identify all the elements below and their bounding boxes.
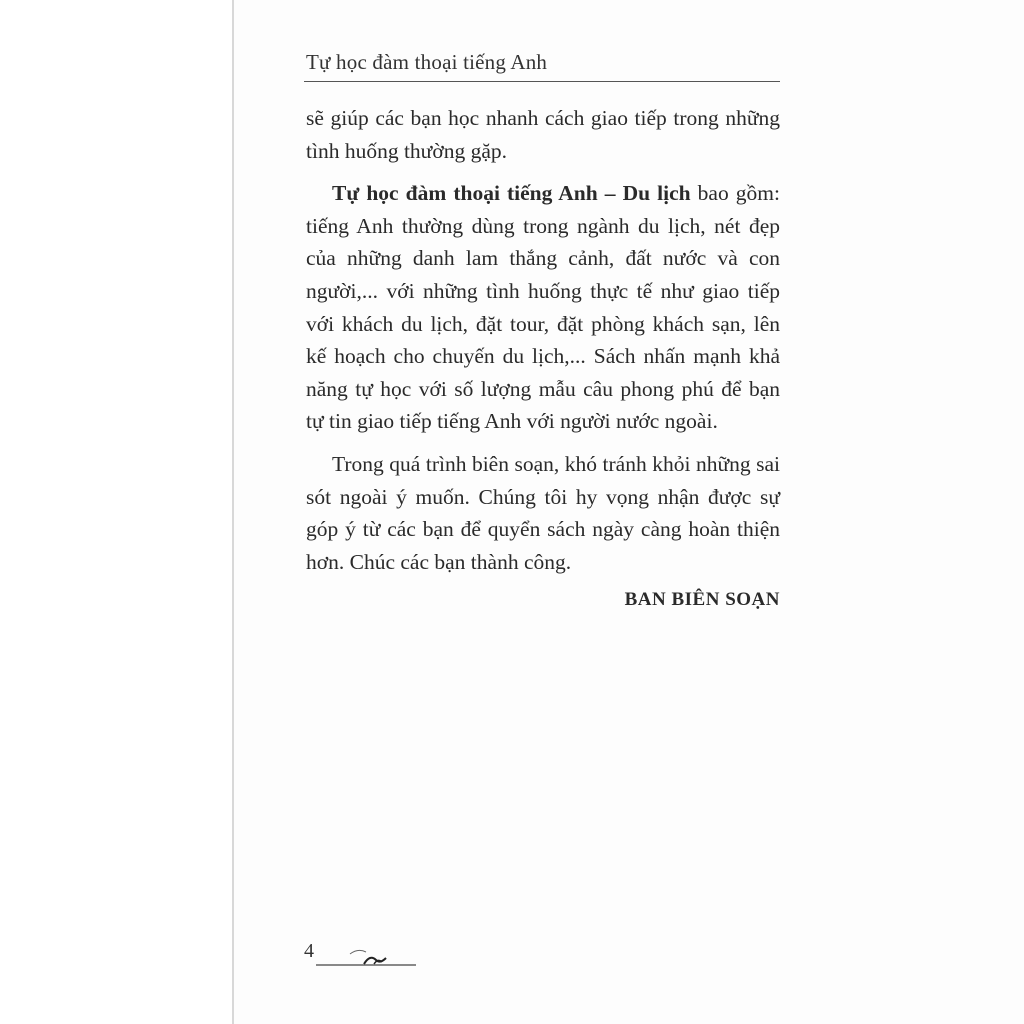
body-text bbox=[306, 102, 780, 617]
paragraph-1: sẽ giúp các bạn học nhanh cách giao tiếp trong những tình huống thường gặp. bbox=[306, 106, 780, 163]
page-number: 4 bbox=[304, 940, 314, 962]
running-head: Tự học đàm thoại tiếng Anh bbox=[306, 50, 548, 74]
signature: BAN BIÊN SOẠN bbox=[624, 589, 780, 611]
paragraph-2-text: bao gồm: tiếng Anh thường dùng trong ngành du lịch, nét đẹp của những danh lam thắng cảnh, đất nước và con người,... với những tình huống thực tế như giao tiếp với khách du lịch, đặt tour, đặt phòng khách sạn, lên kế hoạch cho chuyến du lịch,... Sách nhấn mạnh khả năng tự học với số lượng mẫu câu phong phú để bạn tự tin giao tiếp tiếng Anh với người nước ngoài. bbox=[306, 181, 780, 434]
book-title-bold: Tự học đàm thoại tiếng Anh – Du lịch bbox=[332, 181, 691, 206]
page-edge bbox=[232, 0, 234, 1024]
paragraph-3: Trong quá trình biên soạn, khó tránh khỏi những sai sót ngoài ý muốn. Chúng tôi hy vọng nhận được sự góp ý từ các bạn để quyển sách ngày càng hoàn thiện hơn. Chúc các bạn thành công. bbox=[306, 451, 780, 574]
page-footer bbox=[304, 940, 414, 970]
header-rule bbox=[304, 81, 780, 82]
wave-ornament-icon bbox=[316, 944, 416, 968]
paragraph-2 bbox=[306, 177, 780, 438]
